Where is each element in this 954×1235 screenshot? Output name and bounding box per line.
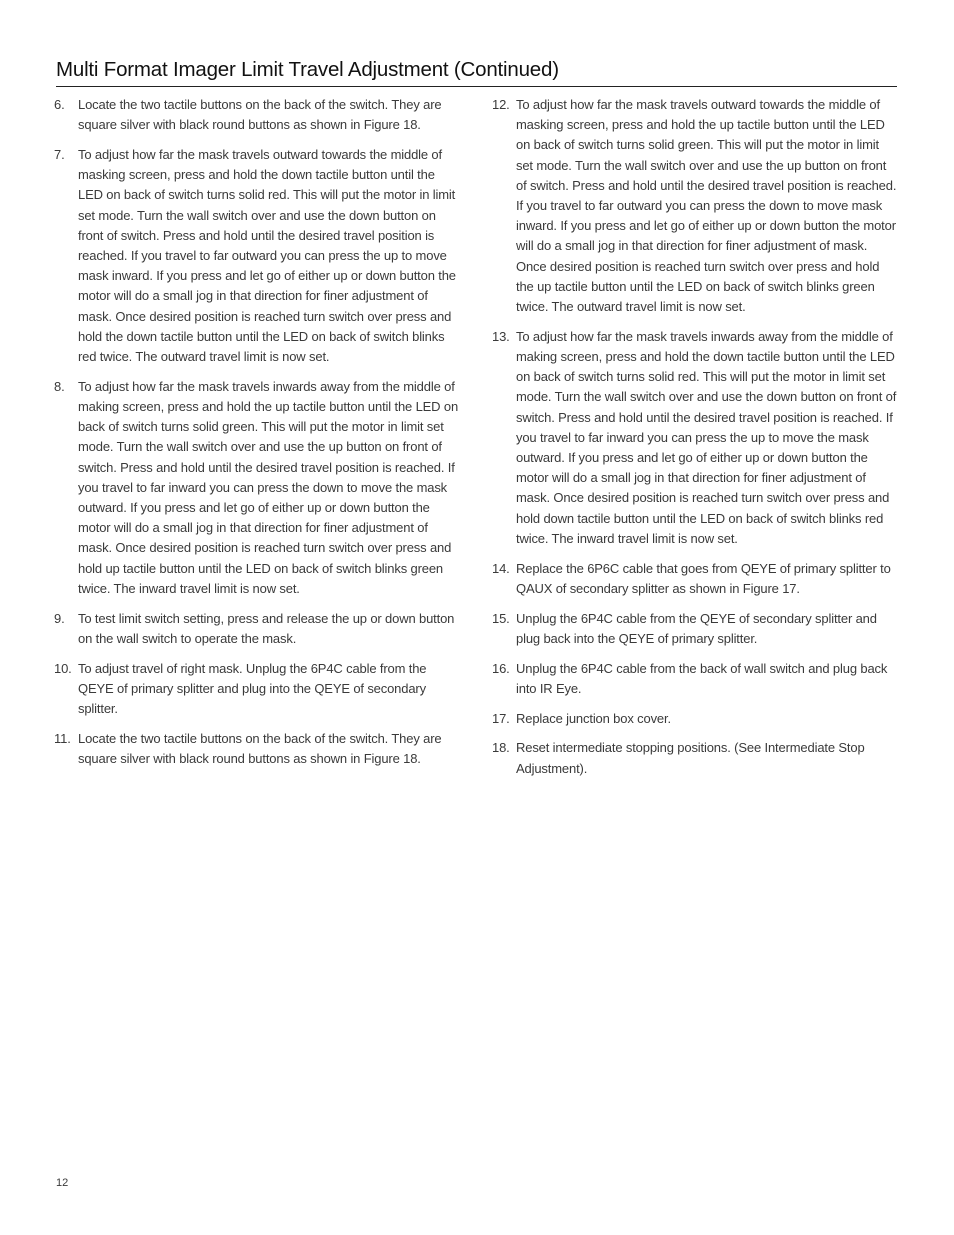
step-number: 9. <box>54 610 65 626</box>
step-item <box>492 709 898 729</box>
step-number: 15. <box>492 610 510 626</box>
step-item <box>54 609 462 649</box>
step-item <box>492 738 898 778</box>
step-item <box>54 145 462 367</box>
step-text: Locate the two tactile buttons on the back of the switch. They are square silver with black round buttons as shown in Figure 18. <box>78 730 442 767</box>
step-number: 7. <box>54 147 65 162</box>
step-number: 12. <box>492 97 510 112</box>
step-item <box>492 327 898 549</box>
step-number: 13. <box>492 328 510 344</box>
step-number: 17. <box>492 710 510 726</box>
steps-column-left <box>54 95 462 779</box>
page-number: 12 <box>56 1177 69 1189</box>
step-text: Unplug the 6P4C cable from the QEYE of secondary splitter and plug back into the QEYE of primary splitter. <box>516 610 877 646</box>
step-text: To adjust how far the mask travels inwards away from the middle of making screen, press and hold the down tactile button until the LED on back of switch turns solid red. This will put the motor in limit set mode. Turn the wall switch over and use the down button on front of switch. Press and hold until the desired travel position is reached. If you travel to far inward you can press the up to move the mask outward. If you press and let go of either up or down button the motor will do a small jog in that direction for finer adjustment of mask. Once desired position is reached turn switch over press and hold down tactile button until the LED on back of switch blinks red twice. The inward travel limit is now set. <box>516 328 897 546</box>
step-number: 16. <box>492 660 510 676</box>
step-number: 6. <box>54 97 65 112</box>
step-text: To test limit switch setting, press and release the up or down button on the wall switch to operate the mask. <box>78 610 455 646</box>
step-text: Unplug the 6P4C cable from the back of wall switch and plug back into IR Eye. <box>516 660 888 696</box>
step-number: 8. <box>54 378 65 394</box>
step-item <box>54 377 462 599</box>
step-text: To adjust travel of right mask. Unplug the 6P4C cable from the QEYE of primary splitter and plug into the QEYE of secondary splitter. <box>78 660 427 717</box>
step-text: To adjust how far the mask travels inwards away from the middle of making screen, press and hold the up tactile button until the LED on back of switch turns solid green. This will put the motor in limit set mode. Turn the wall switch over and use the up button on front of switch. Press and hold until the desired travel position is reached. If you travel to far inward you can press the down to move the mask outward. If you press and let go of either up or down button the motor will do a small jog in that direction for finer adjustment of mask. Once desired position is reached turn switch over press and hold up tactile button until the LED on back of switch blinks green twice. The inward travel limit is now set. <box>78 378 459 596</box>
step-text: To adjust how far the mask travels outward towards the middle of masking screen, press and hold the down tactile button until the LED on back of switch turns solid red. This will put the motor in limit set mode. Turn the wall switch over and use the down button on front of switch. Press and hold until the desired travel position is reached. If you travel to far outward you can press the up to move mask inward. If you press and let go of either up or down button the motor will do a small jog in that direction for finer adjustment of mask. Once desired position is reached turn switch over press and hold the down tactile button until the LED on back of switch blinks red twice. The outward travel limit is now set. <box>78 147 456 365</box>
step-item <box>492 95 898 317</box>
step-number: 14. <box>492 560 510 576</box>
step-text: Replace junction box cover. <box>516 710 671 726</box>
step-number: 10. <box>54 660 72 676</box>
step-text: To adjust how far the mask travels outward towards the middle of masking screen, press and hold the up tactile button until the LED on back of switch turns solid green. This will put the motor in limit set mode. Turn the wall switch over and use the up button on front of switch. Press and hold until the desired travel position is reached. If you travel to far outward you can press the down to move mask inward. If you press and let go of either up or down button the motor will do a small jog in that direction for finer adjustment of mask. Once desired position is reached turn switch over press and hold the up tactile button until the LED on back of switch blinks green twice. The outward travel limit is now set. <box>516 97 897 315</box>
step-item <box>492 559 898 599</box>
page-title: Multi Format Imager Limit Travel Adjustment (Continued) <box>56 58 559 81</box>
step-item <box>54 729 462 769</box>
step-text: Reset intermediate stopping positions. (See Intermediate Stop Adjustment). <box>516 740 865 776</box>
step-item <box>54 95 462 135</box>
step-text: Locate the two tactile buttons on the back of the switch. They are square silver with black round buttons as shown in Figure 18. <box>78 97 442 133</box>
title-divider <box>56 86 897 87</box>
step-item <box>54 659 462 720</box>
step-number: 11. <box>54 730 71 746</box>
step-number: 18. <box>492 740 510 756</box>
steps-column-right <box>492 95 898 788</box>
step-item <box>492 609 898 649</box>
step-item <box>492 659 898 699</box>
step-text: Replace the 6P6C cable that goes from QEYE of primary splitter to QAUX of secondary splitter as shown in Figure 17. <box>516 560 891 596</box>
